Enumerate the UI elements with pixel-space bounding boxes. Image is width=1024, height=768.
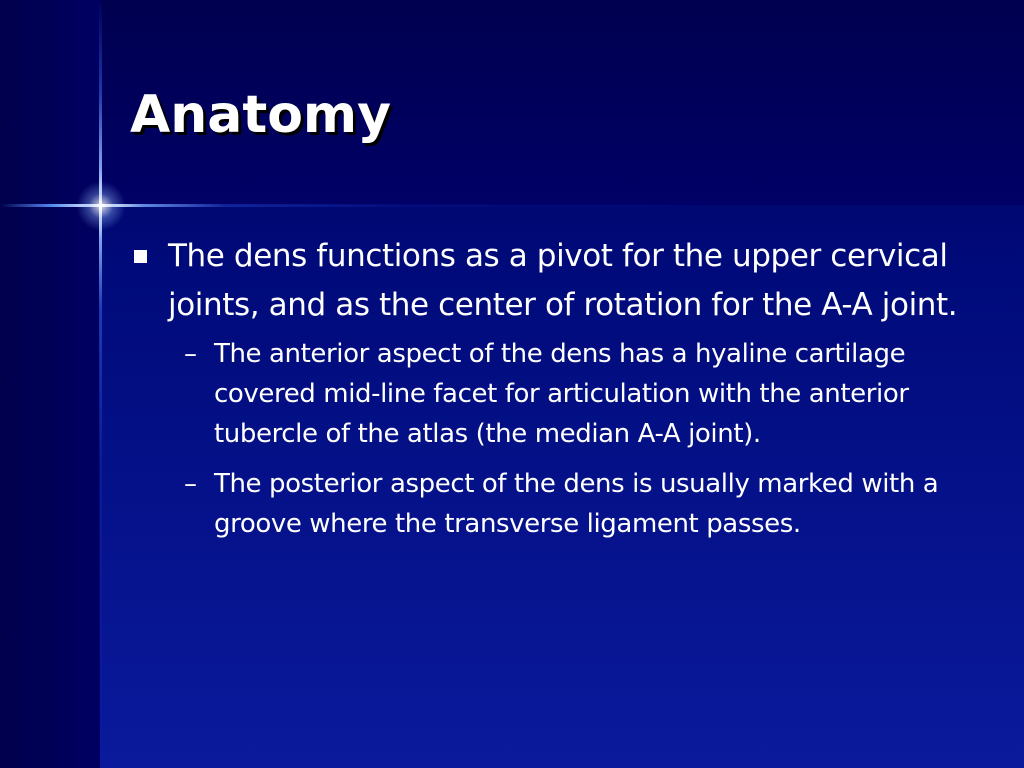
bullet-text: The dens functions as a pivot for the upper cervical joints, and as the center of rotation for the A-A joint. [168, 238, 958, 323]
dash-marker: – [184, 339, 197, 369]
bullet-item [130, 232, 970, 330]
sub-bullet-item [130, 334, 970, 454]
horizontal-glow-line [0, 204, 1024, 207]
sub-bullet-list [130, 334, 970, 544]
slide-title: Anatomy [130, 85, 392, 145]
sub-bullet-text: The posterior aspect of the dens is usually marked with a groove where the transverse ligament passes. [214, 469, 939, 539]
square-bullet-icon [134, 250, 147, 263]
sub-bullet-item [130, 464, 970, 544]
sub-bullet-text: The anterior aspect of the dens has a hyaline cartilage covered mid-line facet for articulation with the anterior tubercle of the atlas (the median A-A joint). [214, 339, 909, 449]
dash-marker: – [184, 469, 197, 499]
vertical-glow-line [99, 0, 102, 768]
left-band-decoration [0, 0, 100, 768]
slide-body [130, 232, 970, 554]
star-glow-decoration [76, 181, 126, 231]
